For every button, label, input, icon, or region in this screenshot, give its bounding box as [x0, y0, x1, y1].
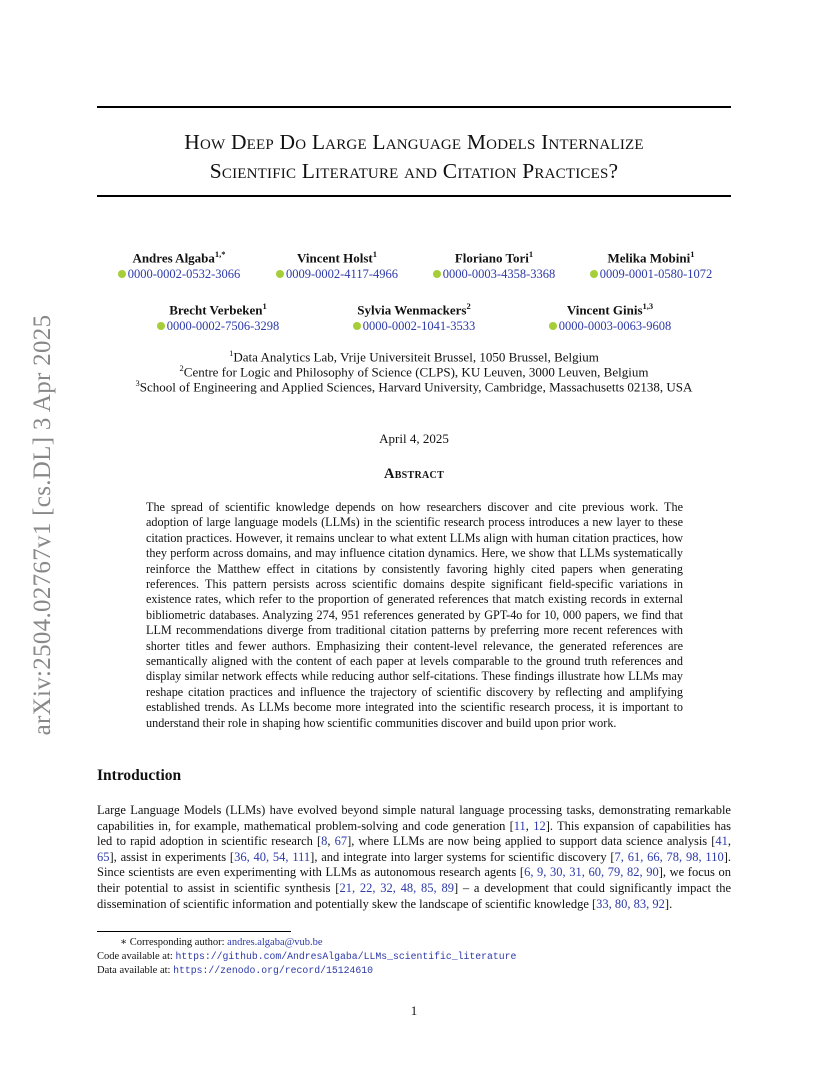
- author-name: Andres Algaba$^{1,*}$: [132, 249, 226, 266]
- orcid-link[interactable]: 0009-0001-0580-1072: [571, 266, 731, 282]
- title-top-rule: [97, 106, 731, 108]
- author-name: Vincent Holst$^1$: [297, 249, 377, 266]
- publication-date: April 4, 2025: [379, 431, 449, 446]
- affiliation: $^3$School of Engineering and Applied Sciences, Harvard University, Cambridge, Massachusetts 02138, USA: [135, 378, 693, 395]
- author-block: [571, 246, 731, 282]
- abstract-heading: Abstract: [383, 466, 445, 482]
- page-number: 1: [410, 1003, 418, 1018]
- citation-link[interactable]: 65: [97, 849, 110, 864]
- affiliation: $^2$Centre for Logic and Philosophy of Science (CLPS), KU Leuven, 3000 Leuven, Belgium: [179, 363, 649, 380]
- author-name: Vincent Ginis$^{1,3}$: [566, 301, 654, 318]
- orcid-link[interactable]: 0000-0003-4358-3368: [414, 266, 574, 282]
- citation-link[interactable]: 33, 80, 83, 92: [596, 896, 665, 911]
- footnote-code: Code available at: https://github.com/AndresAlgaba/LLMs_scientific_literature: [97, 951, 517, 962]
- citation-link[interactable]: 12: [533, 818, 546, 833]
- citation-link[interactable]: 21, 22, 32, 48, 85, 89: [339, 880, 454, 895]
- footnote-corresponding: ∗ Corresponding author: andres.algaba@vub.be: [120, 937, 323, 948]
- author-name: Floriano Tori$^1$: [454, 249, 534, 266]
- orcid-icon: [353, 322, 361, 330]
- author-block: [530, 298, 690, 334]
- affiliation: $^1$Data Analytics Lab, Vrije Universiteit Brussel, 1050 Brussel, Belgium: [229, 348, 599, 365]
- author-name: Brecht Verbeken$^1$: [169, 301, 267, 318]
- orcid-icon: [590, 270, 598, 278]
- orcid-link[interactable]: 0000-0002-7506-3298: [138, 318, 298, 334]
- orcid-link[interactable]: 0009-0002-4117-4966: [257, 266, 417, 282]
- author-block: [334, 298, 494, 334]
- intro-paragraph: Large Language Models (LLMs) have evolved beyond simple natural language processing tasks, demonstrating remarkable capabilities in, for example, mathematical problem-solving and code generation [11, 12]. This expansion of capabilities has led to rapid adoption in scientific research [8, 67], where LLMs are now being applied to support data science analysis [41, 65], assist in experiments [36, 40, 54, 111], and integrate into larger systems for scientific discovery [7, 61, 66, 78, 98, 110]. Since scientists are even experimenting with LLMs as autonomous research agents [6, 9, 30, 31, 60, 79, 82, 90], we focus on their potential to assist in scientific synthesis [21, 22, 32, 48, 85, 89] – a development that could significantly impact the dissemination of scientific information and potentially skew the landscape of scientific knowledge [33, 80, 83, 92].: [97, 803, 732, 911]
- citation-link[interactable]: 36, 40, 54, 111: [234, 849, 311, 864]
- title-line-2: Scientific Literature and Citation Practices?: [209, 159, 619, 183]
- orcid-link[interactable]: 0000-0002-0532-3066: [99, 266, 259, 282]
- author-block: [99, 246, 259, 282]
- citation-link[interactable]: 11: [513, 818, 526, 833]
- citation-link[interactable]: 67: [334, 834, 348, 849]
- orcid-icon: [118, 270, 126, 278]
- footnote-rule: [97, 931, 291, 932]
- section-heading: Introduction: [97, 767, 182, 784]
- citation-link[interactable]: 6, 9, 30, 31, 60, 79, 82, 90: [524, 865, 659, 880]
- citation-link[interactable]: 7, 61, 66, 78, 98, 110: [614, 849, 724, 864]
- orcid-link[interactable]: 0000-0003-0063-9608: [530, 318, 690, 334]
- orcid-link[interactable]: 0000-0002-1041-3533: [334, 318, 494, 334]
- orcid-icon: [549, 322, 557, 330]
- arxiv-stamp: arXiv:2504.02767v1 [cs.DL] 3 Apr 2025: [29, 314, 56, 736]
- orcid-icon: [276, 270, 284, 278]
- author-block: [257, 246, 417, 282]
- abstract-text: The spread of scientific knowledge depends on how researchers discover and cite previous work. The adoption of large language models (LLMs) in the scientific research process introduces a new layer to these citation practices. However, it remains unclear to what extent LLMs align with human citation practices, how they perform across domains, and may influence citation dynamics. Here, we show that LLMs systematically reinforce the Matthew effect in citations by consistently favoring highly cited papers when generating references. This pattern persists across scientific domains despite significant field-specific variations in existence rates, which refer to the proportion of generated references that match existing records in external bibliometric databases. Analyzing 274, 951 references generated by GPT-4o for 10, 000 papers, we find that LLM recommendations diverge from traditional citation patterns by preferring more recent references with shorter titles and fewer authors. Emphasizing their content-level relevance, the generated references are semantically aligned with the content of each paper at levels comparable to the ground truth references and display similar network effects while reducing author self-citations. These findings illustrate how LLMs may reshape citation practices and influence the trajectory of scientific discovery by reflecting and amplifying established trends. As LLMs become more integrated into the scientific research process, it is important to understand their role in shaping how scientific communities discover and build upon prior work.: [146, 500, 683, 730]
- email-link[interactable]: andres.algaba@vub.be: [227, 937, 323, 948]
- paper-title: [97, 128, 731, 186]
- orcid-icon: [433, 270, 441, 278]
- citation-link[interactable]: 41: [715, 834, 728, 849]
- asterisk-icon: ∗: [120, 937, 130, 948]
- data-url-link[interactable]: https://zenodo.org/record/15124610: [173, 965, 373, 976]
- citation-link[interactable]: 8: [321, 834, 328, 849]
- author-name: Sylvia Wenmackers$^2$: [357, 301, 471, 318]
- title-line-1: How Deep Do Large Language Models Internalize: [184, 130, 644, 154]
- orcid-icon: [157, 322, 165, 330]
- author-block: [138, 298, 298, 334]
- author-block: [414, 246, 574, 282]
- title-bottom-rule: [97, 195, 731, 197]
- author-name: Melika Mobini$^1$: [607, 249, 695, 266]
- footnote-data: Data available at: https://zenodo.org/record/15124610: [97, 965, 373, 976]
- code-url-link[interactable]: https://github.com/AndresAlgaba/LLMs_scientific_literature: [175, 951, 517, 962]
